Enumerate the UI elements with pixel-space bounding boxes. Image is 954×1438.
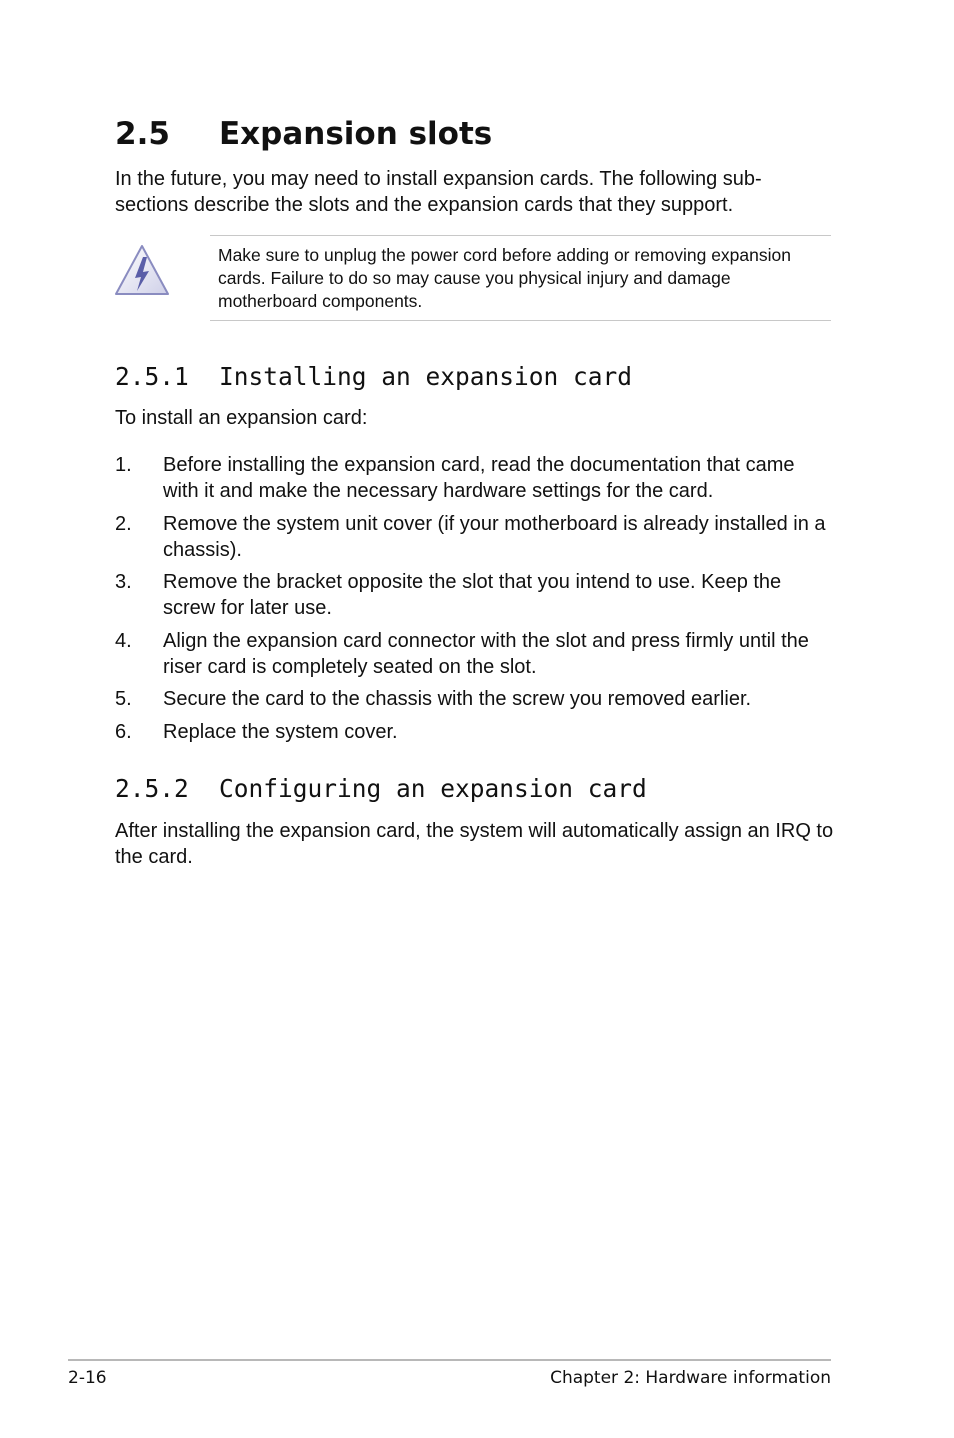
step-number: 6. [115, 720, 132, 743]
section-number: 2.5 [115, 116, 170, 152]
warning-note [210, 235, 831, 321]
list-item [115, 569, 835, 621]
step-text: Secure the card to the chassis with the screw you removed earlier. [163, 688, 752, 710]
subsection-number: 2.5.2 [115, 774, 189, 803]
step-number: 3. [115, 571, 132, 593]
subsection-title: Configuring an expansion card [219, 774, 647, 803]
list-item [115, 719, 835, 745]
configure-paragraph: After installing the expansion card, the system will automatically assign an IRQ to the card. [115, 820, 834, 868]
install-steps [115, 452, 835, 751]
step-text: Before installing the expansion card, read the documentation that came with it and make the necessary hardware settings for the card. [163, 454, 795, 502]
intro-paragraph: In the future, you may need to install expansion cards. The following sub-sections describe the slots and the expansion cards that they support. [115, 168, 762, 216]
subsection-heading-configuring [115, 773, 647, 805]
footer-divider [68, 1359, 831, 1361]
step-number: 1. [115, 454, 132, 476]
list-item [115, 452, 835, 504]
list-item [115, 511, 835, 563]
list-item [115, 628, 835, 680]
subsection-title: Installing an expansion card [219, 362, 633, 391]
list-item [115, 686, 835, 712]
page-number: 2-16 [68, 1368, 107, 1388]
section-title: Expansion slots [219, 116, 493, 152]
install-lead: To install an expansion card: [115, 407, 368, 429]
step-text: Remove the bracket opposite the slot that you intend to use. Keep the screw for later use. [163, 571, 782, 619]
step-text: Remove the system unit cover (if your motherboard is already installed in a chassis). [163, 512, 826, 561]
step-number: 4. [115, 629, 132, 652]
section-heading [115, 112, 492, 156]
warning-text: Make sure to unplug the power cord before adding or removing expansion cards. Failure to do so may cause you physical injury and damage motherboard components. [218, 245, 791, 311]
step-text: Replace the system cover. [163, 720, 398, 743]
chapter-title: Chapter 2: Hardware information [550, 1368, 831, 1388]
step-number: 2. [115, 512, 132, 535]
step-text: Align the expansion card connector with the slot and press firmly until the riser card is completely seated on the slot. [163, 629, 809, 678]
subsection-number: 2.5.1 [115, 362, 189, 391]
warning-icon [113, 243, 171, 299]
step-number: 5. [115, 688, 132, 710]
subsection-heading-installing [115, 361, 632, 393]
